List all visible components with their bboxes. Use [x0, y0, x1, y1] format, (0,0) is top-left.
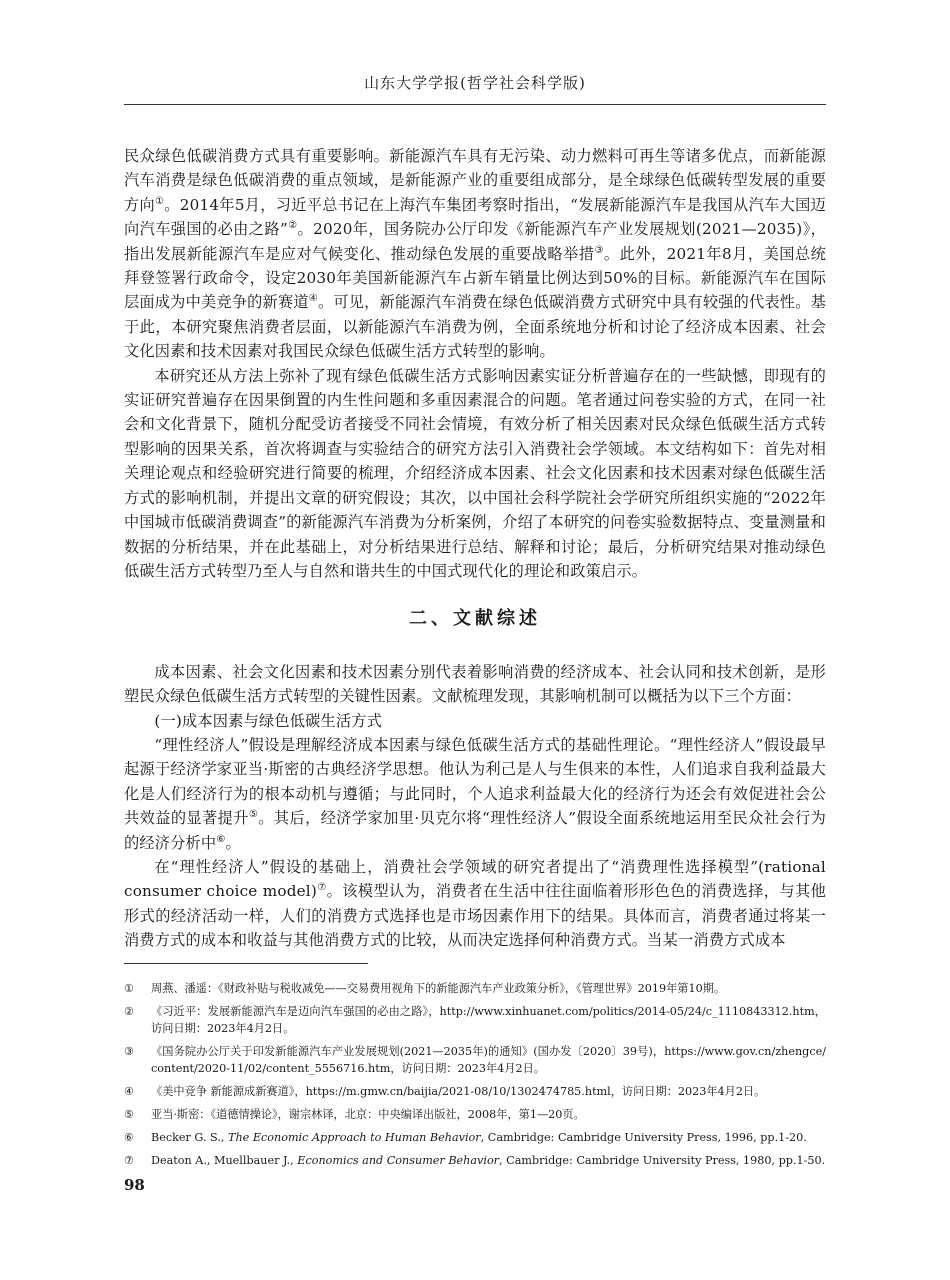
footnote-ref-3[interactable]: ③ [594, 244, 604, 256]
footnote-3 [124, 1043, 826, 1077]
footnote-5 [124, 1106, 826, 1123]
footnote-ref-1[interactable]: ① [155, 195, 165, 207]
paragraph-3: 成本因素、社会文化因素和技术因素分别代表着影响消费的经济成本、社会认同和技术创新，是形塑民众绿色低碳生活方式转型的关键性因素。文献梳理发现，其影响机制可以概括为以下三个方面： [124, 662, 826, 706]
header-rule [124, 104, 826, 105]
footnote-text[interactable]: 《习近平：发展新能源汽车是迈向汽车强国的必由之路》，http://www.xinhuanet.com/politics/2014-05/24/c_1110843312.htm，访问日期：2023年4月2日。 [151, 1005, 826, 1035]
footnote-marker: ③ [124, 1045, 135, 1058]
footnote-marker: ① [124, 982, 135, 995]
footnote-text: 周燕、潘遥：《财政补贴与税收减免——交易费用视角下的新能源汽车产业政策分析》，《管理世界》2019年第10期。 [151, 982, 726, 995]
paragraph-4: “理性经济人”假设是理解经济成本因素与绿色低碳生活方式的基础性理论。“理性经济人”假设最早起源于经济学家亚当·斯密的古典经济学思想。他认为利己是人与生俱来的本性，人们追求自我利益最大化是人们经济行为的根本动机与遵循；与此同时，个人追求利益最大化的经济行为还会有效促进社会公共效益的显著提升⑤。其后，经济学家加里·贝克尔将“理性经济人”假设全面系统地运用至民众社会行为的经济分析中⑥。 [124, 735, 826, 852]
subsection-heading: (一)成本因素与绿色低碳生活方式 [154, 711, 383, 730]
footnote-marker: ⑥ [124, 1131, 135, 1144]
footnote-ref-6[interactable]: ⑥ [216, 833, 226, 845]
footnote-ref-2[interactable]: ② [287, 220, 298, 232]
page-number: 98 [124, 1176, 145, 1194]
footnote-text[interactable]: 《美中竞争 新能源成新赛道》，https://m.gmw.cn/baijia/2021-08/10/1302474785.html，访问日期：2023年4月2日。 [151, 1085, 766, 1098]
footnote-marker: ⑤ [124, 1108, 135, 1121]
book-title: The Economic Approach to Human Behavior [228, 1131, 481, 1144]
article-body [124, 144, 826, 953]
footnote-6 [124, 1129, 826, 1146]
paragraph-1: 民众绿色低碳消费方式具有重要影响。新能源汽车具有无污染、动力燃料可再生等诸多优点，而新能源汽车消费是绿色低碳消费的重点领域，是新能源产业的重要组成部分，是全球绿色低碳转型发展的重要方向①。2014年5月，习近平总书记在上海汽车集团考察时指出，“发展新能源汽车是我国从汽车大国迈向汽车强国的必由之路”②。2020年，国务院办公厅印发《新能源汽车产业发展规划(2021—2035)》，指出发展新能源汽车是应对气候变化、推动绿色发展的重要战略举措③。此外，2021年8月，美国总统拜登签署行政命令，设定2030年美国新能源汽车占新车销量比例达到50%的目标。新能源汽车在国际层面成为中美竞争的新赛道④。可见，新能源汽车消费在绿色低碳消费方式研究中具有较强的代表性。基于此，本研究聚焦消费者层面，以新能源汽车消费为例，全面系统地分析和讨论了经济成本因素、社会文化因素和技术因素对我国民众绿色低碳生活方式转型的影响。 [124, 147, 827, 361]
footnote-1 [124, 980, 826, 997]
paragraph-2: 本研究还从方法上弥补了现有绿色低碳生活方式影响因素实证分析普遍存在的一些缺憾，即现有的实证研究普遍存在因果倒置的内生性问题和多重因素混合的问题。笔者通过问卷实验的方式，在同一社会和文化背景下，随机分配受访者接受不同社会情境，有效分析了相关因素对民众绿色低碳生活方式转型影响的因果关系，首次将调查与实验结合的研究方法引入消费社会学领域。本文结构如下：首先对相关理论观点和经验研究进行简要的梳理，介绍经济成本因素、社会文化因素和技术因素对绿色低碳生活方式的影响机制，并提出文章的研究假设；其次，以中国社会科学院社会学研究所组织实施的“2022年中国城市低碳消费调查”的新能源汽车消费为分析案例，介绍了本研究的问卷实验数据特点、变量测量和数据的分析结果，并在此基础上，对分析结果进行总结、解释和讨论；最后，分析研究结果对推动绿色低碳生活方式转型乃至人与自然和谐共生的中国式现代化的理论和政策启示。 [124, 366, 826, 580]
paragraph-5: 在“理性经济人”假设的基础上，消费社会学领域的研究者提出了“消费理性选择模型”(rational consumer choice model)⑦。该模型认为，消费者在生活中往往面临着形形色色的消费选择，与其他形式的经济活动一样，人们的消费方式选择也是市场因素作用下的结果。具体而言，消费者通过将某一消费方式的成本和收益与其他消费方式的比较，从而决定选择何种消费方式。当某一消费方式成本 [124, 857, 826, 950]
footnote-ref-4[interactable]: ④ [308, 293, 318, 305]
footnote-text: 亚当·斯密：《道德情操论》，谢宗林译，北京：中央编译出版社，2008年，第1—20页。 [151, 1108, 585, 1121]
footnote-7 [124, 1152, 826, 1169]
footnote-text: Becker G. S., The Economic Approach to Human Behavior, Cambridge: Cambridge University Press, 1996, pp.1-20. [151, 1131, 807, 1144]
footnote-ref-5[interactable]: ⑤ [248, 809, 259, 821]
footnote-ref-7[interactable]: ⑦ [316, 882, 327, 894]
footnote-rule [124, 963, 368, 964]
footnotes [124, 980, 826, 1175]
footnote-text: Deaton A., Muellbauer J., Economics and Consumer Behavior, Cambridge: Cambridge University Press, 1980, pp.1-50. [151, 1154, 826, 1167]
footnote-marker: ⑦ [124, 1154, 135, 1167]
footnote-marker: ④ [124, 1085, 135, 1098]
footnote-2 [124, 1003, 826, 1037]
book-title: Economics and Consumer Behavior [297, 1154, 500, 1167]
footnote-text[interactable]: 《国务院办公厅关于印发新能源汽车产业发展规划(2021—2035年)的通知》(国办发〔2020〕39号)，https://www.gov.cn/zhengce/content/2020-11/02/content_5556716.htm，访问日期：2023年4月2日。 [151, 1045, 826, 1075]
running-header: 山东大学学报(哲学社会科学版) [364, 74, 586, 92]
footnote-marker: ② [124, 1005, 135, 1018]
section-title: 二、文献综述 [409, 608, 541, 630]
footnote-4 [124, 1083, 826, 1100]
